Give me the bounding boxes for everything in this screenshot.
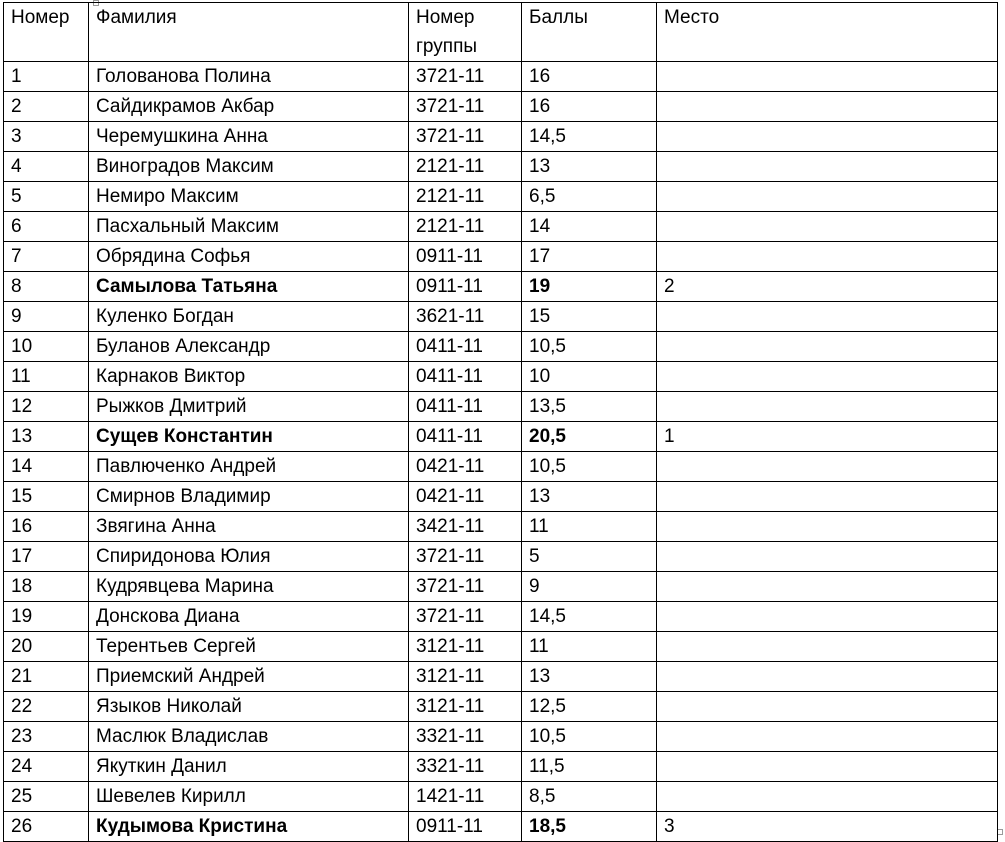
surname-cell[interactable]: Обрядина Софья [89,242,409,272]
group-cell[interactable]: 3121-11 [409,632,522,662]
number-cell[interactable]: 12 [4,392,89,422]
group-cell[interactable]: 1421-11 [409,782,522,812]
surname-cell[interactable]: Смирнов Владимир [89,482,409,512]
score-cell[interactable]: 11 [522,632,657,662]
number-cell[interactable]: 10 [4,332,89,362]
table-row [4,272,998,302]
score-cell[interactable]: 13 [522,152,657,182]
score-cell[interactable]: 13 [522,482,657,512]
place-cell[interactable] [657,752,998,782]
place-cell[interactable] [657,782,998,812]
group-cell[interactable]: 3721-11 [409,122,522,152]
place-cell[interactable] [657,362,998,392]
number-cell[interactable]: 6 [4,212,89,242]
score-cell[interactable]: 17 [522,242,657,272]
table-row [4,722,998,752]
score-cell[interactable]: 10 [522,362,657,392]
score-cell[interactable]: 10,5 [522,722,657,752]
number-cell[interactable]: 14 [4,452,89,482]
group-cell[interactable]: 2121-11 [409,182,522,212]
header-cell-score[interactable]: Баллы [522,3,657,62]
number-cell[interactable]: 20 [4,632,89,662]
table-row [4,482,998,512]
score-cell[interactable]: 11,5 [522,752,657,782]
score-cell[interactable]: 13,5 [522,392,657,422]
place-cell[interactable] [657,392,998,422]
surname-cell[interactable]: Шевелев Кирилл [89,782,409,812]
score-cell[interactable]: 5 [522,542,657,572]
group-cell[interactable]: 0411-11 [409,332,522,362]
table-body [4,3,998,842]
place-cell[interactable] [657,182,998,212]
place-cell[interactable] [657,92,998,122]
table-row [4,632,998,662]
table-row [4,212,998,242]
number-cell[interactable]: 13 [4,422,89,452]
table-row [4,542,998,572]
surname-cell[interactable]: Самылова Татьяна [89,272,409,302]
score-cell[interactable]: 9 [522,572,657,602]
table-row [4,572,998,602]
group-cell[interactable]: 0421-11 [409,482,522,512]
surname-cell[interactable]: Донскова Диана [89,602,409,632]
number-cell[interactable]: 26 [4,812,89,842]
place-cell[interactable] [657,632,998,662]
header-cell-number[interactable]: Номер [4,3,89,62]
table-row [4,452,998,482]
surname-cell[interactable]: Сущев Константин [89,422,409,452]
table-row [4,302,998,332]
group-cell[interactable]: 0411-11 [409,422,522,452]
group-cell[interactable]: 0411-11 [409,362,522,392]
table-row [4,242,998,272]
number-cell[interactable]: 11 [4,362,89,392]
table-row [4,662,998,692]
table-row [4,152,998,182]
table-row [4,362,998,392]
place-cell[interactable]: 2 [657,272,998,302]
surname-cell[interactable]: Якуткин Данил [89,752,409,782]
group-cell[interactable]: 0911-11 [409,812,522,842]
score-cell[interactable]: 14,5 [522,122,657,152]
place-cell[interactable] [657,482,998,512]
number-cell[interactable]: 9 [4,302,89,332]
number-cell[interactable]: 1 [4,62,89,92]
group-cell[interactable]: 3721-11 [409,572,522,602]
table-row [4,812,998,842]
group-cell[interactable]: 0421-11 [409,452,522,482]
surname-cell[interactable]: Кудрявцева Марина [89,572,409,602]
number-cell[interactable]: 8 [4,272,89,302]
number-cell[interactable]: 22 [4,692,89,722]
score-cell[interactable]: 15 [522,302,657,332]
place-cell[interactable] [657,152,998,182]
place-cell[interactable] [657,722,998,752]
place-cell[interactable] [657,242,998,272]
surname-cell[interactable]: Павлюченко Андрей [89,452,409,482]
group-cell[interactable]: 3721-11 [409,92,522,122]
number-cell[interactable]: 24 [4,752,89,782]
surname-cell[interactable]: Кудымова Кристина [89,812,409,842]
surname-cell[interactable]: Пасхальный Максим [89,212,409,242]
table-row [4,692,998,722]
surname-cell[interactable]: Терентьев Сергей [89,632,409,662]
surname-cell[interactable]: Куленко Богдан [89,302,409,332]
number-cell[interactable]: 5 [4,182,89,212]
group-cell[interactable]: 0911-11 [409,272,522,302]
group-cell[interactable]: 3421-11 [409,512,522,542]
group-cell[interactable]: 0411-11 [409,392,522,422]
number-cell[interactable]: 2 [4,92,89,122]
place-cell[interactable] [657,332,998,362]
table-row [4,752,998,782]
results-table [3,2,998,842]
score-cell[interactable]: 16 [522,92,657,122]
place-cell[interactable] [657,302,998,332]
place-cell[interactable] [657,512,998,542]
place-cell[interactable] [657,122,998,152]
surname-cell[interactable]: Голованова Полина [89,62,409,92]
group-cell[interactable]: 3321-11 [409,752,522,782]
score-cell[interactable]: 14 [522,212,657,242]
group-cell[interactable]: 0911-11 [409,242,522,272]
table-row [4,422,998,452]
surname-cell[interactable]: Карнаков Виктор [89,362,409,392]
group-cell[interactable]: 3721-11 [409,542,522,572]
surname-cell[interactable]: Рыжков Дмитрий [89,392,409,422]
score-cell[interactable]: 10,5 [522,332,657,362]
group-cell[interactable]: 2121-11 [409,152,522,182]
place-cell[interactable] [657,602,998,632]
table-row [4,782,998,812]
header-cell-surname[interactable]: Фамилия [89,3,409,62]
table-row [4,392,998,422]
number-cell[interactable]: 4 [4,152,89,182]
number-cell[interactable]: 21 [4,662,89,692]
number-cell[interactable]: 23 [4,722,89,752]
number-cell[interactable]: 18 [4,572,89,602]
surname-cell[interactable]: Звягина Анна [89,512,409,542]
score-cell[interactable]: 19 [522,272,657,302]
surname-cell[interactable]: Приемский Андрей [89,662,409,692]
surname-cell[interactable]: Спиридонова Юлия [89,542,409,572]
surname-cell[interactable]: Маслюк Владислав [89,722,409,752]
header-cell-place[interactable]: Место [657,3,998,62]
number-cell[interactable]: 17 [4,542,89,572]
place-cell[interactable] [657,662,998,692]
place-cell[interactable] [657,542,998,572]
number-cell[interactable]: 3 [4,122,89,152]
table-row [4,62,998,92]
score-cell[interactable]: 18,5 [522,812,657,842]
place-cell[interactable]: 1 [657,422,998,452]
surname-cell[interactable]: Языков Николай [89,692,409,722]
score-cell[interactable]: 11 [522,512,657,542]
place-cell[interactable] [657,692,998,722]
table-row [4,512,998,542]
surname-cell[interactable]: Виноградов Максим [89,152,409,182]
group-cell[interactable]: 3721-11 [409,62,522,92]
score-cell[interactable]: 8,5 [522,782,657,812]
score-cell[interactable]: 6,5 [522,182,657,212]
score-cell[interactable]: 16 [522,62,657,92]
surname-cell[interactable]: Немиро Максим [89,182,409,212]
place-cell[interactable] [657,452,998,482]
group-cell[interactable]: 2121-11 [409,212,522,242]
table-row [4,122,998,152]
score-cell[interactable]: 10,5 [522,452,657,482]
number-cell[interactable]: 19 [4,602,89,632]
number-cell[interactable]: 15 [4,482,89,512]
group-cell[interactable]: 3621-11 [409,302,522,332]
table-row [4,182,998,212]
place-cell[interactable] [657,212,998,242]
table-row [4,92,998,122]
group-cell[interactable]: 3721-11 [409,602,522,632]
score-cell[interactable]: 14,5 [522,602,657,632]
place-cell[interactable] [657,62,998,92]
score-cell[interactable]: 13 [522,662,657,692]
score-cell[interactable]: 12,5 [522,692,657,722]
table-row [4,602,998,632]
surname-cell[interactable]: Буланов Александр [89,332,409,362]
number-cell[interactable]: 7 [4,242,89,272]
score-cell[interactable]: 20,5 [522,422,657,452]
number-cell[interactable]: 25 [4,782,89,812]
header-cell-group[interactable]: Номер группы [409,3,522,62]
surname-cell[interactable]: Черемушкина Анна [89,122,409,152]
group-cell[interactable]: 3321-11 [409,722,522,752]
surname-cell[interactable]: Сайдикрамов Акбар [89,92,409,122]
place-cell[interactable] [657,572,998,602]
group-cell[interactable]: 3121-11 [409,692,522,722]
header-row [4,3,998,62]
number-cell[interactable]: 16 [4,512,89,542]
table-row [4,332,998,362]
place-cell[interactable]: 3 [657,812,998,842]
group-cell[interactable]: 3121-11 [409,662,522,692]
